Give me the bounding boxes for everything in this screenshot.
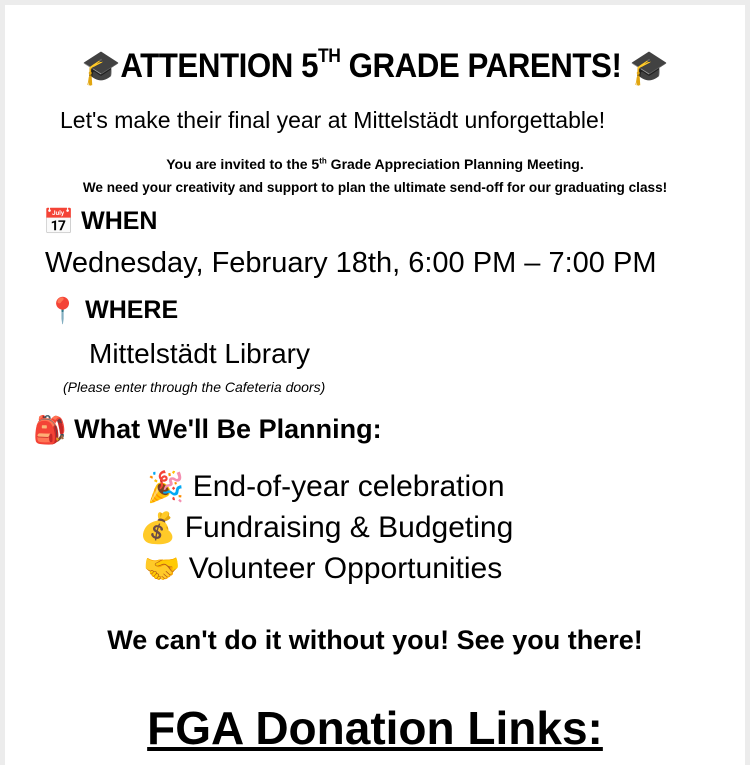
donation-links-heading: FGA Donation Links:	[147, 702, 603, 754]
location-note: (Please enter through the Cafeteria doors)	[63, 379, 326, 395]
title-text-end: GRADE PARENTS!	[340, 47, 622, 85]
graduation-cap-icon: 🎓	[81, 49, 121, 88]
invite-text-end: Grade Appreciation Planning Meeting.	[326, 156, 584, 172]
subtitle: Let's make their final year at Mittelstädt unforgettable!	[60, 107, 606, 133]
invite-superscript: th	[319, 156, 327, 166]
money-bag-icon: 💰	[139, 512, 177, 546]
list-item-text: Volunteer Opportunities	[188, 552, 503, 585]
invite-text: You are invited to the 5	[166, 156, 320, 172]
event-date: Wednesday, February 18th, 6:00 PM – 7:00 PM	[45, 247, 657, 279]
event-location: Mittelstädt Library	[89, 338, 310, 369]
backpack-icon: 🎒	[33, 415, 67, 446]
where-label: WHERE	[85, 296, 179, 324]
calendar-icon: 📅	[43, 207, 75, 236]
planning-heading	[33, 416, 382, 444]
where-heading	[47, 298, 178, 324]
party-popper-icon: 🎉	[147, 471, 185, 505]
pin-icon: 📍	[47, 296, 79, 325]
flyer-title	[35, 46, 716, 88]
list-item-text: End-of-year celebration	[192, 470, 505, 503]
title-superscript: TH	[318, 46, 341, 67]
list-item	[139, 513, 513, 544]
invite-line-2: We need your creativity and support to plan the ultimate send-off for our graduating class!	[82, 180, 668, 195]
invite-line-1	[5, 157, 745, 171]
flyer	[5, 5, 745, 765]
list-item-text: Fundraising & Budgeting	[184, 511, 514, 544]
closing-message: We can't do it without you! See you there!	[107, 625, 643, 655]
handshake-icon: 🤝	[143, 553, 181, 587]
when-label: WHEN	[81, 207, 158, 235]
list-item	[143, 554, 502, 585]
list-item	[147, 472, 505, 503]
planning-label: What We'll Be Planning:	[74, 414, 382, 444]
graduation-cap-icon: 🎓	[629, 49, 669, 88]
when-heading	[43, 209, 157, 235]
title-text: ATTENTION 5	[120, 47, 319, 85]
